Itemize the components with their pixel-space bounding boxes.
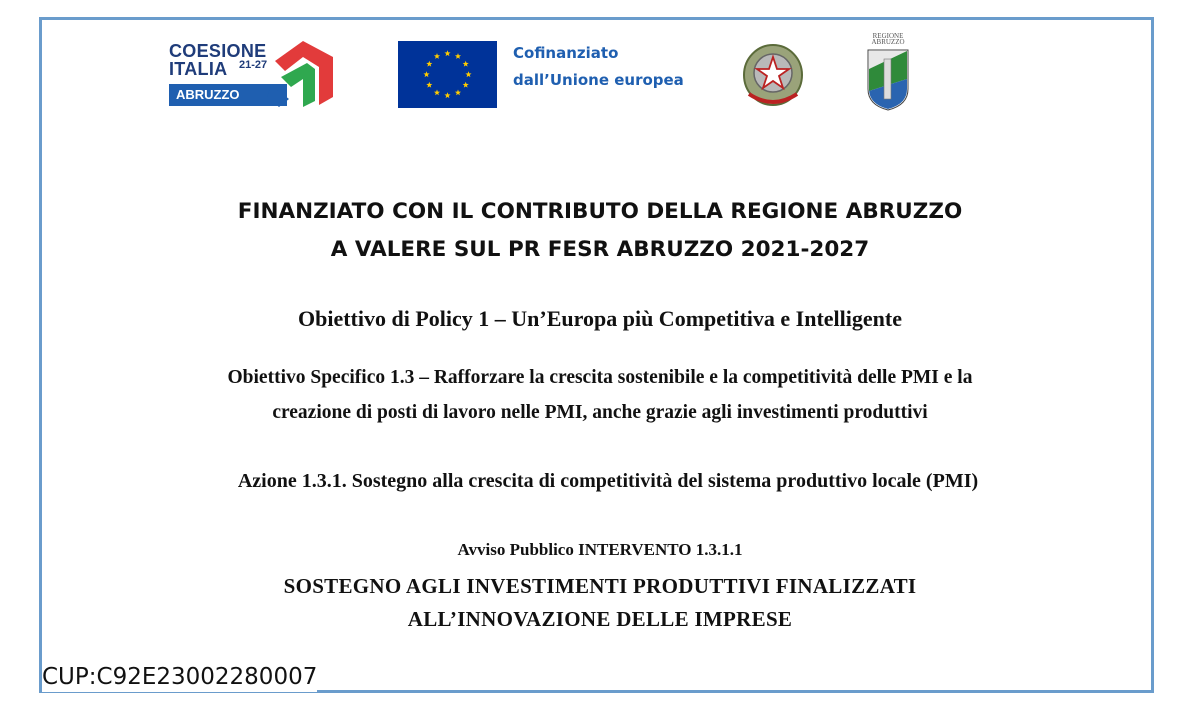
eu-line1: Cofinanziato bbox=[513, 44, 619, 62]
abruzzo-badge: ABRUZZO bbox=[169, 84, 287, 106]
eu-star-icon bbox=[455, 53, 461, 59]
intervention-title-line2: ALL’INNOVAZIONE DELLE IMPRESE bbox=[407, 607, 793, 631]
tricolor-arrow-icon bbox=[267, 41, 337, 109]
coesione-italia-logo bbox=[169, 41, 339, 111]
public-notice-label: Avviso Pubblico INTERVENTO 1.3.1.1 bbox=[457, 540, 743, 559]
eu-star-icon bbox=[426, 82, 432, 88]
eu-star-icon bbox=[423, 71, 429, 77]
abruzzo-caption-1: REGIONE bbox=[872, 32, 904, 40]
intervention-title-line1: SOSTEGNO AGLI INVESTIMENTI PRODUTTIVI FINALIZZATI bbox=[283, 574, 917, 598]
eu-cofinanced-text bbox=[513, 40, 684, 94]
abruzzo-caption-2: ABRUZZO bbox=[871, 38, 905, 46]
specific-objective-line2: creazione di posti di lavoro nelle PMI, anche grazie agli investimenti produttivi bbox=[272, 402, 928, 423]
abruzzo-shield-icon bbox=[867, 49, 909, 111]
eu-stars-icon bbox=[398, 41, 497, 108]
funding-heading-line1: FINANZIATO CON IL CONTRIBUTO DELLA REGIONE ABRUZZO bbox=[237, 199, 963, 224]
eu-star-icon bbox=[455, 89, 461, 95]
eu-star-icon bbox=[426, 61, 432, 67]
eu-flag-icon bbox=[398, 41, 497, 108]
eu-star-icon bbox=[434, 53, 440, 59]
eu-line2: dall’Unione europea bbox=[513, 71, 684, 89]
policy-objective: Obiettivo di Policy 1 – Un’Europa più Competitiva e Intelligente bbox=[298, 306, 902, 331]
italia-label: ITALIA bbox=[169, 59, 228, 79]
coesione-label: COESIONE bbox=[169, 41, 267, 61]
specific-objective-line1: Obiettivo Specifico 1.3 – Rafforzare la crescita sostenibile e la competitività delle PMI e la bbox=[227, 367, 973, 388]
eu-star-icon bbox=[463, 82, 469, 88]
years-label: 21-27 bbox=[239, 59, 268, 71]
repubblica-italiana-emblem-icon bbox=[741, 42, 805, 113]
eu-star-icon bbox=[444, 92, 450, 98]
funding-heading-line2: A VALERE SUL PR FESR ABRUZZO 2021-2027 bbox=[330, 237, 870, 262]
eu-star-icon bbox=[444, 50, 450, 56]
eu-star-icon bbox=[465, 71, 471, 77]
eu-star-icon bbox=[434, 89, 440, 95]
cup-code: CUP:C92E23002280007 bbox=[42, 664, 318, 690]
eu-star-icon bbox=[463, 61, 469, 67]
action-line: Azione 1.3.1. Sostegno alla crescita di competitività del sistema produttivo locale (PMI) bbox=[237, 470, 979, 492]
